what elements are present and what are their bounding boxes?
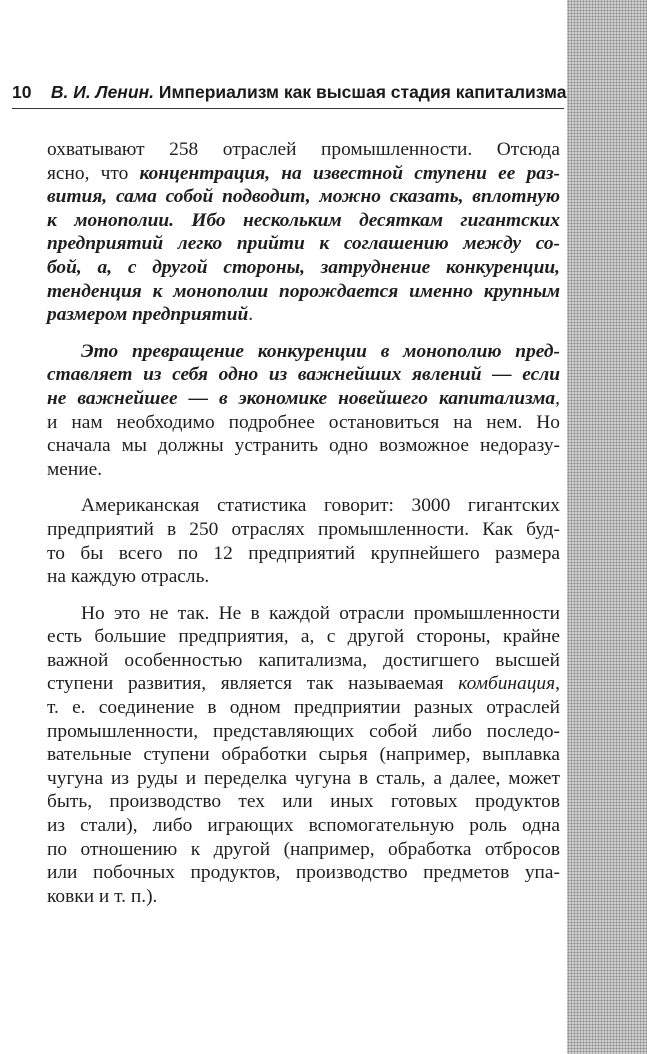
paragraph-1 (47, 138, 560, 327)
text-line: или побочных продуктов, производство предметов упа- (47, 862, 560, 884)
text-line: промышленности, представляющих собой либо последо- (47, 720, 560, 742)
text-line: охватывают 258 отраслей промышленности. Отсюда (47, 139, 560, 160)
text-run: ступени развития, является так называемая (47, 673, 459, 695)
text-line (47, 303, 560, 327)
text-run: . (248, 304, 254, 326)
body-text (47, 138, 560, 908)
text-line: мение. (47, 458, 103, 480)
running-header (12, 82, 567, 109)
text-line: Но это не так. Не в каждой отрасли промышленности (81, 602, 560, 624)
text-run: , (555, 387, 560, 409)
text-line: вития, сама собой подводит, можно сказать, вплотную (47, 186, 560, 208)
page-number: 10 (12, 82, 32, 102)
text-line: чугуна из руды и переделка чугуна в сталь, а далее, может (47, 767, 560, 789)
text-line: вательные ступени обработки сырья (например, выплавка (47, 744, 560, 766)
emphasis-run: размером предприятий (47, 304, 249, 326)
text-line: т. е. соединение в одном предприятии разных отраслей (47, 697, 560, 719)
text-line: и нам необходимо подробнее остановиться на нем. Но (47, 411, 560, 433)
text-line: Это превращение конкуренции в монополию пред- (81, 340, 560, 362)
text-run: , (555, 673, 560, 695)
emphasis-run: комбинация (458, 673, 556, 695)
text-line: тенденция к монополии порождается именно крупным (47, 280, 560, 302)
text-line: сначала мы должны устранить одно возможное недоразу- (47, 435, 560, 457)
text-line: ковки и т. п.). (47, 885, 158, 907)
text-line: к монополии. Ибо нескольким десяткам гигантских (47, 209, 560, 231)
paragraph-3 (47, 494, 560, 588)
running-header-title: Империализм как высшая стадия капитализма (158, 82, 567, 102)
text-line (47, 672, 560, 696)
emphasis-run: концентрация, на известной ступени ее раз- (139, 162, 560, 184)
page-edge-halftone-strip (567, 0, 647, 1054)
text-line: есть большие предприятия, а, с другой стороны, крайне (47, 626, 560, 648)
text-line: то бы всего по 12 предприятий крупнейшего размера (47, 542, 560, 564)
text-line: предприятий в 250 отраслях промышленности. Как буд- (47, 518, 560, 540)
text-line: предприятий легко прийти к соглашению между со- (47, 233, 560, 255)
text-line: бой, а, с другой стороны, затруднение конкуренции, (47, 256, 560, 278)
text-line (47, 387, 560, 411)
text-line: на каждую отрасль. (47, 566, 210, 588)
text-line: из стали), либо играющих вспомогательную роль одна (47, 815, 560, 837)
text-line: Американская статистика говорит: 3000 гигантских (81, 495, 560, 517)
text-line (47, 162, 560, 186)
text-line: важной особенностью капитализма, достигшего высшей (47, 649, 560, 671)
text-line: быть, производство тех или иных готовых продуктов (47, 791, 560, 813)
text-line: по отношению к другой (например, обработка отбросов (47, 838, 560, 860)
text-run: ясно, что (47, 162, 140, 184)
text-line: ставляет из себя одно из важнейших явлений — если (47, 364, 560, 386)
running-header-author: В. И. Ленин. (50, 82, 154, 102)
emphasis-run: не важнейшее — в экономике новейшего капитализма (47, 387, 556, 409)
paragraph-4 (47, 602, 560, 909)
paragraph-2 (47, 340, 560, 482)
